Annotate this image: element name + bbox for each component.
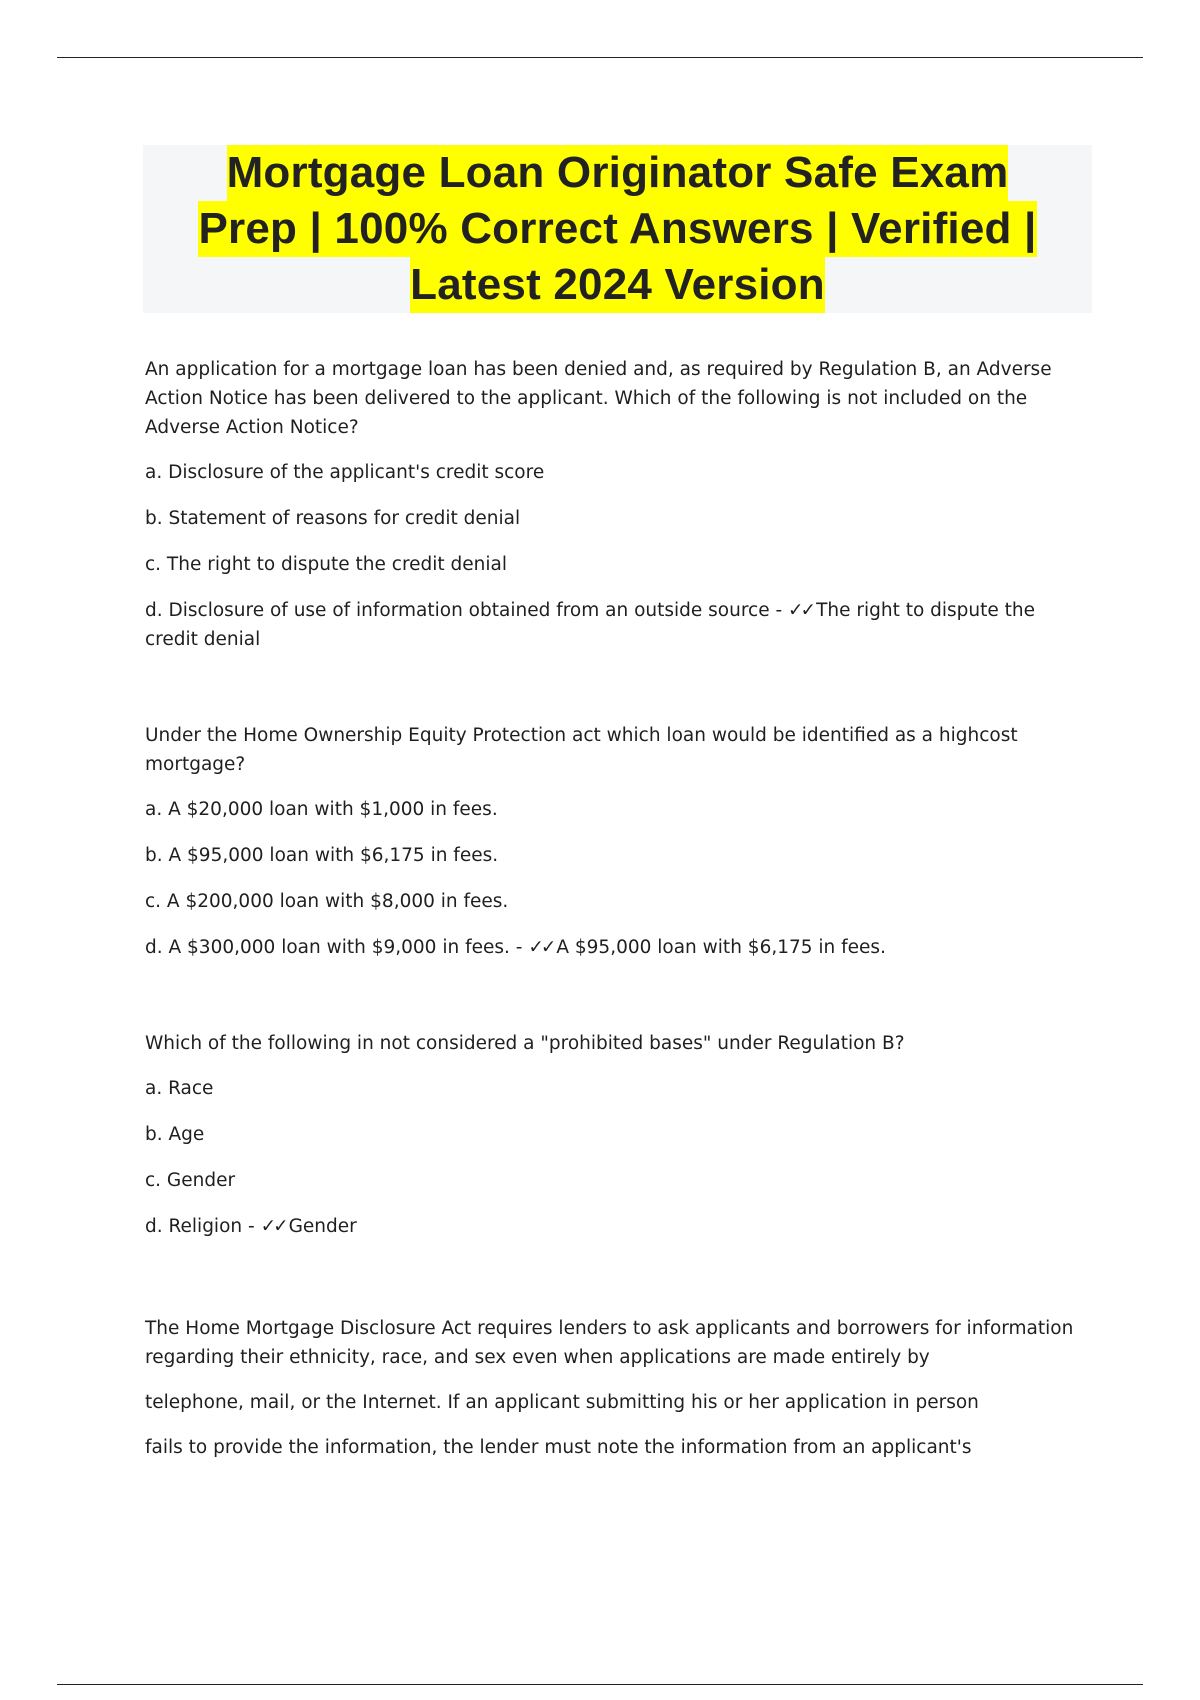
title-line-3: Latest 2024 Version — [410, 257, 825, 313]
option-c: c. A $200,000 loan with $8,000 in fees. — [145, 891, 509, 912]
header-rule — [57, 57, 1143, 58]
title-line-1: Mortgage Loan Originator Safe Exam — [227, 145, 1009, 201]
option-d: d. A $300,000 loan with $9,000 in fees. - — [145, 937, 529, 958]
option-a: a. Disclosure of the applicant's credit score — [145, 462, 545, 483]
question-block-3 — [145, 1029, 1085, 1241]
option-c: c. The right to dispute the credit denial — [145, 554, 508, 575]
option-c: c. Gender — [145, 1170, 236, 1191]
check-mark-icon: ✓✓ — [528, 937, 554, 958]
option-b: b. A $95,000 loan with $6,175 in fees. — [145, 845, 499, 866]
option-a: a. A $20,000 loan with $1,000 in fees. — [145, 799, 498, 820]
option-d: d. Disclosure of use of information obtained from an outside source - — [145, 600, 789, 621]
question-block-2 — [145, 721, 1085, 962]
answer-text: Gender — [288, 1216, 357, 1237]
option-d-with-answer — [145, 1212, 1085, 1241]
footer-rule — [57, 1684, 1143, 1685]
question-line-2: regarding their ethnicity, race, and sex even when applications are made entirely by — [145, 1347, 930, 1368]
document-title — [143, 145, 1092, 313]
question-line-1: The Home Mortgage Disclosure Act requires lenders to ask applicants and borrowers for information — [145, 1318, 1074, 1339]
question-block-1 — [145, 355, 1085, 654]
option-d-with-answer — [145, 596, 1085, 654]
option-b: b. Statement of reasons for credit denial — [145, 508, 521, 529]
question-block-4 — [145, 1314, 1085, 1462]
check-mark-icon: ✓✓ — [260, 1216, 286, 1237]
option-d: d. Religion - — [145, 1216, 261, 1237]
document-body — [145, 355, 1085, 1529]
check-mark-icon: ✓✓ — [788, 600, 814, 621]
question-line-3: telephone, mail, or the Internet. If an applicant submitting his or her application in person — [145, 1392, 979, 1413]
option-d-with-answer — [145, 933, 1085, 962]
title-line-2: Prep | 100% Correct Answers | Verified | — [198, 201, 1036, 257]
question-stem: Which of the following in not considered a "prohibited bases" under Regulation B? — [145, 1033, 905, 1054]
option-a: a. Race — [145, 1078, 214, 1099]
option-b: b. Age — [145, 1124, 205, 1145]
answer-text: A $95,000 loan with $6,175 in fees. — [556, 937, 886, 958]
question-line-4: fails to provide the information, the lender must note the information from an applicant's — [145, 1437, 972, 1458]
question-stem: Under the Home Ownership Equity Protection act which loan would be identified as a highcost mortgage? — [145, 725, 1018, 775]
question-stem: An application for a mortgage loan has been denied and, as required by Regulation B, an Adverse Action Notice has been delivered to the applicant. Which of the following is not included on the Adverse Action Notice? — [145, 359, 1052, 438]
answer-text: The right to dispute the credit denial — [145, 600, 1036, 650]
